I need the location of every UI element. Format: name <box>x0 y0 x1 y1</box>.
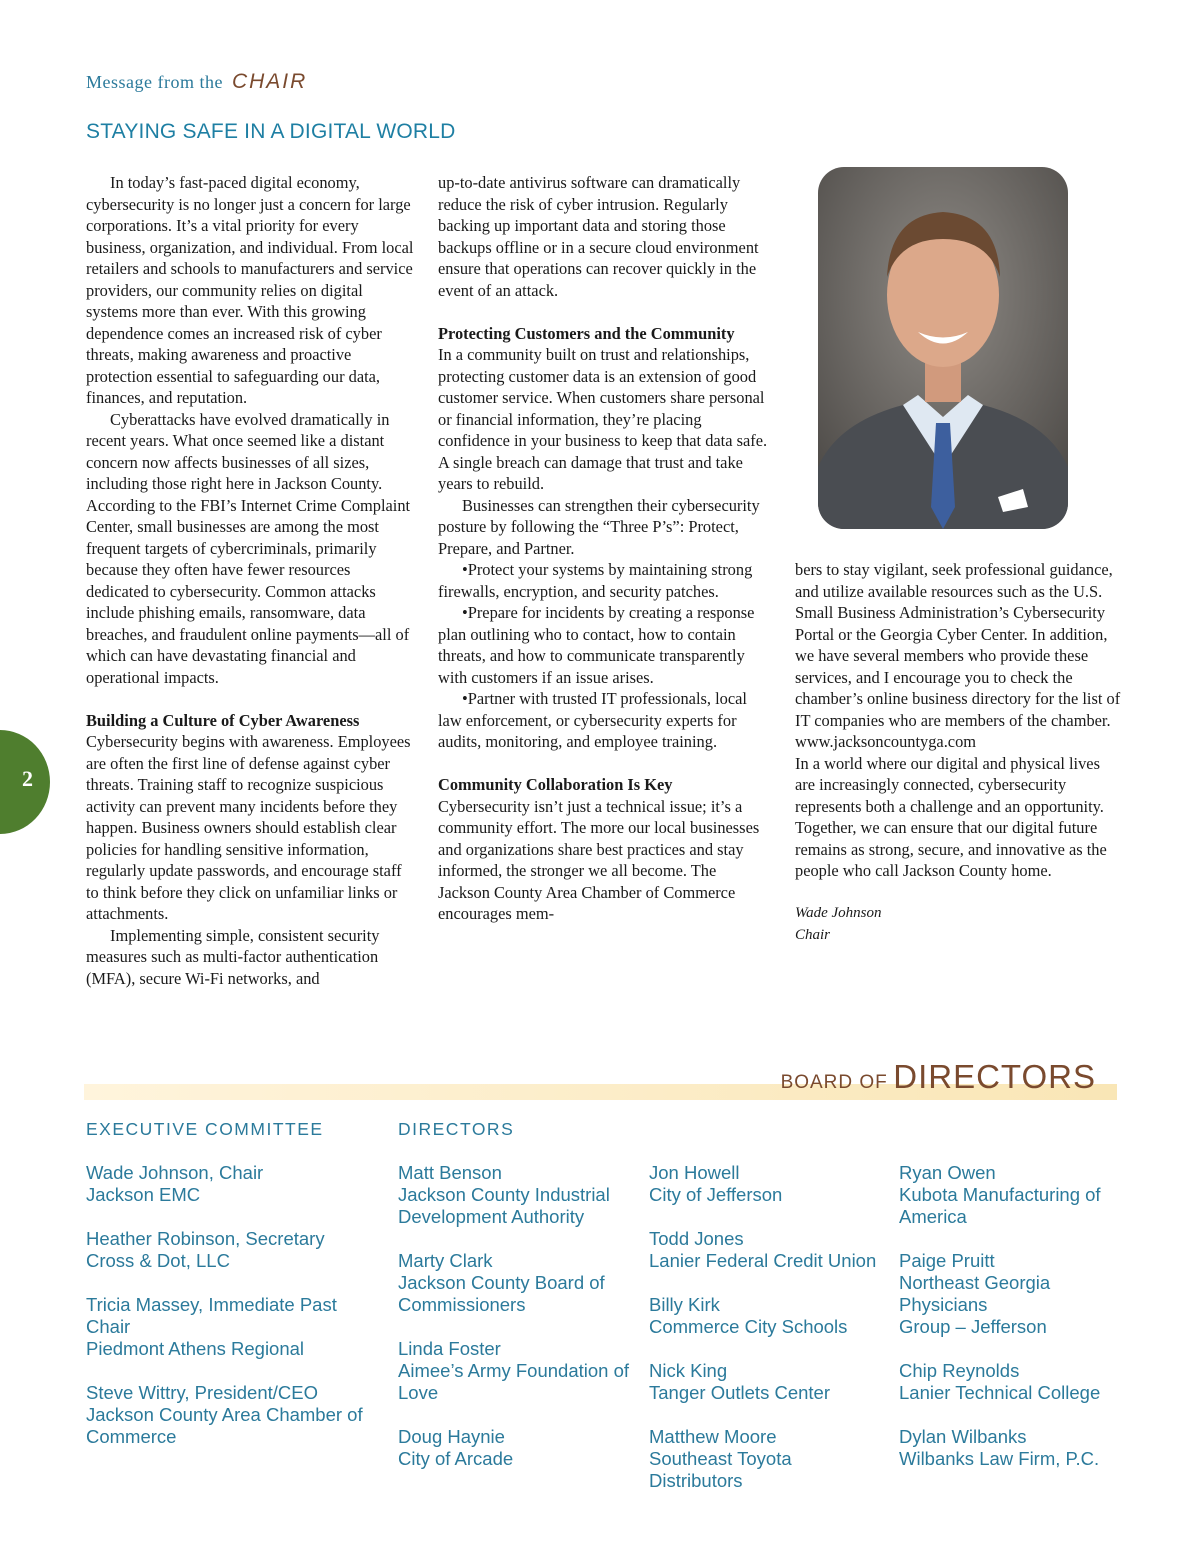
member-org: Northeast Georgia Physicians <box>899 1272 1051 1315</box>
board-member <box>899 1426 1129 1470</box>
board-member <box>398 1338 630 1404</box>
member-org: Piedmont Athens Regional <box>86 1338 305 1359</box>
directors-heading: DIRECTORS <box>398 1119 515 1139</box>
member-org-cont: Group – Jefferson <box>899 1316 1047 1337</box>
board-member <box>649 1294 884 1338</box>
board-heading <box>781 1058 1096 1096</box>
kicker-prefix: Message from the <box>86 72 223 92</box>
directors-column-3 <box>899 1162 1129 1492</box>
board-member <box>86 1228 376 1272</box>
board-member <box>86 1162 376 1206</box>
member-org: Southeast Toyota Distributors <box>649 1448 792 1491</box>
paragraph: up-to-date antivirus software can dramatically reduce the risk of cyber intrusion. Regularly backing up important data and storing those backups offline or in a secure cloud environment ensure that operations can recover quickly in the event of an attack. <box>438 173 759 300</box>
section-kicker <box>86 70 307 94</box>
subheading-protecting-customers: Protecting Customers and the Community <box>438 323 735 343</box>
paragraph: Cybersecurity isn’t just a technical issue; it’s a community effort. The more our local businesses and organizations share best practices and stay informed, the stronger we all become. The Jackson County Area Chamber of Commerce encourages mem- <box>438 796 760 923</box>
member-org-cont: Development Authority <box>398 1206 585 1227</box>
bullet-prepare: •Prepare for incidents by creating a response plan outlining who to contact, how to contain threats, and how to communicate transparently with customers if an issue arises. <box>438 603 755 687</box>
member-org-cont: America <box>899 1206 967 1227</box>
member-org: Kubota Manufacturing of <box>899 1184 1101 1205</box>
paragraph: Businesses can strengthen their cybersecurity posture by following the “Three P’s”: Protect, Prepare, and Partner. <box>438 495 760 558</box>
directors-column-2 <box>649 1162 884 1514</box>
signature-name: Wade Johnson <box>795 905 882 921</box>
board-member <box>649 1360 884 1404</box>
board-heading-big: DIRECTORS <box>893 1058 1096 1095</box>
bullet-partner: •Partner with trusted IT professionals, local law enforcement, or cybersecurity experts for audits, monitoring, and employee training. <box>438 689 747 751</box>
board-member <box>86 1382 376 1448</box>
member-name: Steve Wittry, President/CEO <box>86 1382 318 1403</box>
member-org-cont: Commissioners <box>398 1294 526 1315</box>
member-org-cont: Love <box>398 1382 439 1403</box>
bullet-protect: •Protect your systems by maintaining strong firewalls, encryption, and security patches. <box>438 560 753 601</box>
member-name: Paige Pruitt <box>899 1250 995 1271</box>
member-name: Doug Haynie <box>398 1426 505 1447</box>
member-org: Jackson County Industrial <box>398 1184 610 1205</box>
paragraph: In a community built on trust and relationships, protecting customer data is an extension of good customer service. When customers share personal or financial information, they’re placing confidence in your business to keep that data safe. A single breach can damage that trust and take years to rebuild. <box>438 345 768 493</box>
member-name: Tricia Massey, Immediate Past Chair <box>86 1294 337 1337</box>
kicker-word: CHAIR <box>231 70 308 93</box>
member-name: Dylan Wilbanks <box>899 1426 1027 1447</box>
member-name: Matthew Moore <box>649 1426 777 1447</box>
board-member <box>86 1294 376 1360</box>
member-name: Matt Benson <box>398 1162 502 1183</box>
member-name: Billy Kirk <box>649 1294 720 1315</box>
member-org: Jackson EMC <box>86 1184 201 1205</box>
member-org: Wilbanks Law Firm, P.C. <box>899 1448 1100 1469</box>
member-org: City of Jefferson <box>649 1184 783 1205</box>
member-org: Tanger Outlets Center <box>649 1382 830 1403</box>
board-member <box>649 1426 884 1492</box>
page-number: 2 <box>22 766 33 791</box>
board-member <box>398 1426 630 1470</box>
board-member <box>649 1162 884 1206</box>
member-name: Jon Howell <box>649 1162 740 1183</box>
paragraph: In today’s fast-paced digital economy, cybersecurity is no longer just a concern for large corporations. It’s a vital priority for every business, organization, and individual. From local retailers and schools to manufacturers and service providers, our community relies on digital systems more than ever. With this growing dependence comes an increased risk of cyber threats, making awareness and proactive protection essential to safeguarding our data, finances, and reputation. <box>86 173 414 407</box>
article-title: STAYING SAFE IN A DIGITAL WORLD <box>86 120 456 143</box>
member-name: Marty Clark <box>398 1250 493 1271</box>
member-name: Heather Robinson, Secretary <box>86 1228 325 1249</box>
member-org: Cross & Dot, LLC <box>86 1250 230 1271</box>
member-org: Jackson County Area Chamber of <box>86 1404 363 1425</box>
article-column-3 <box>795 559 1121 946</box>
chair-portrait-photo <box>818 167 1068 529</box>
paragraph: In a world where our digital and physical lives are increasingly connected, cybersecurity represents both a challenge and an opportunity. Together, we can ensure that our digital future remains as strong, secure, and innovative as the people who call Jackson County home. <box>795 753 1107 880</box>
board-member <box>899 1360 1129 1404</box>
member-org: Aimee’s Army Foundation of <box>398 1360 630 1381</box>
member-org-cont: Commerce <box>86 1426 177 1447</box>
board-member <box>398 1250 630 1316</box>
board-member <box>899 1250 1129 1338</box>
board-member <box>899 1162 1129 1228</box>
executive-committee-heading: EXECUTIVE COMMITTEE <box>86 1119 324 1139</box>
paragraph: Cybersecurity begins with awareness. Employees are often the first line of defense against cyber threats. Training staff to recognize suspicious activity can prevent many incidents before they happen. Business owners should establish clear policies for handling sensitive information, regularly update passwords, and encourage staff to think before they click on unfamiliar links or attachments. <box>86 732 411 923</box>
signature-title: Chair <box>795 926 831 943</box>
paragraph: Implementing simple, consistent security measures such as multi-factor authentication (MFA), secure Wi-Fi networks, and <box>86 925 380 988</box>
member-name: Wade Johnson, Chair <box>86 1162 264 1183</box>
member-org: Lanier Federal Credit Union <box>649 1250 877 1271</box>
member-org: Jackson County Board of <box>398 1272 605 1293</box>
paragraph: Cyberattacks have evolved dramatically in recent years. What once seemed like a distant concern now affects businesses of all sizes, including those right here in Jackson County. According to the FBI’s Internet Crime Complaint Center, small businesses are among the most frequent targets of cybercriminals, primarily because they often have fewer resources dedicated to cybersecurity. Common attacks include phishing emails, ransomware, data breaches, and fraudulent online payments—all of which can have devastating financial and operational impacts. <box>86 409 411 687</box>
member-org: City of Arcade <box>398 1448 514 1469</box>
member-name: Ryan Owen <box>899 1162 996 1183</box>
article-column-2 <box>438 172 768 925</box>
subheading-community-collaboration: Community Collaboration Is Key <box>438 775 673 794</box>
board-member <box>649 1228 884 1272</box>
subheading-cyber-awareness: Building a Culture of Cyber Awareness <box>86 710 360 730</box>
member-org: Commerce City Schools <box>649 1316 848 1337</box>
member-name: Chip Reynolds <box>899 1360 1020 1381</box>
article-column-1 <box>86 172 414 989</box>
executive-committee-column <box>86 1118 376 1470</box>
member-name: Todd Jones <box>649 1228 744 1249</box>
member-name: Nick King <box>649 1360 728 1381</box>
member-name: Linda Foster <box>398 1338 501 1359</box>
directors-column-1 <box>398 1118 630 1492</box>
member-org: Lanier Technical College <box>899 1382 1101 1403</box>
board-heading-small: BOARD OF <box>780 1072 888 1093</box>
paragraph: bers to stay vigilant, seek professional guidance, and utilize available resources such as the U.S. Small Business Administration’s Cybersecurity Portal or the Georgia Cyber Center. In addition, we have several members who provide these services, and I encourage you to check the chamber’s online business directory for the list of IT companies who are members of the chamber. www.jacksoncountyga.com <box>795 560 1121 751</box>
board-member <box>398 1162 630 1228</box>
